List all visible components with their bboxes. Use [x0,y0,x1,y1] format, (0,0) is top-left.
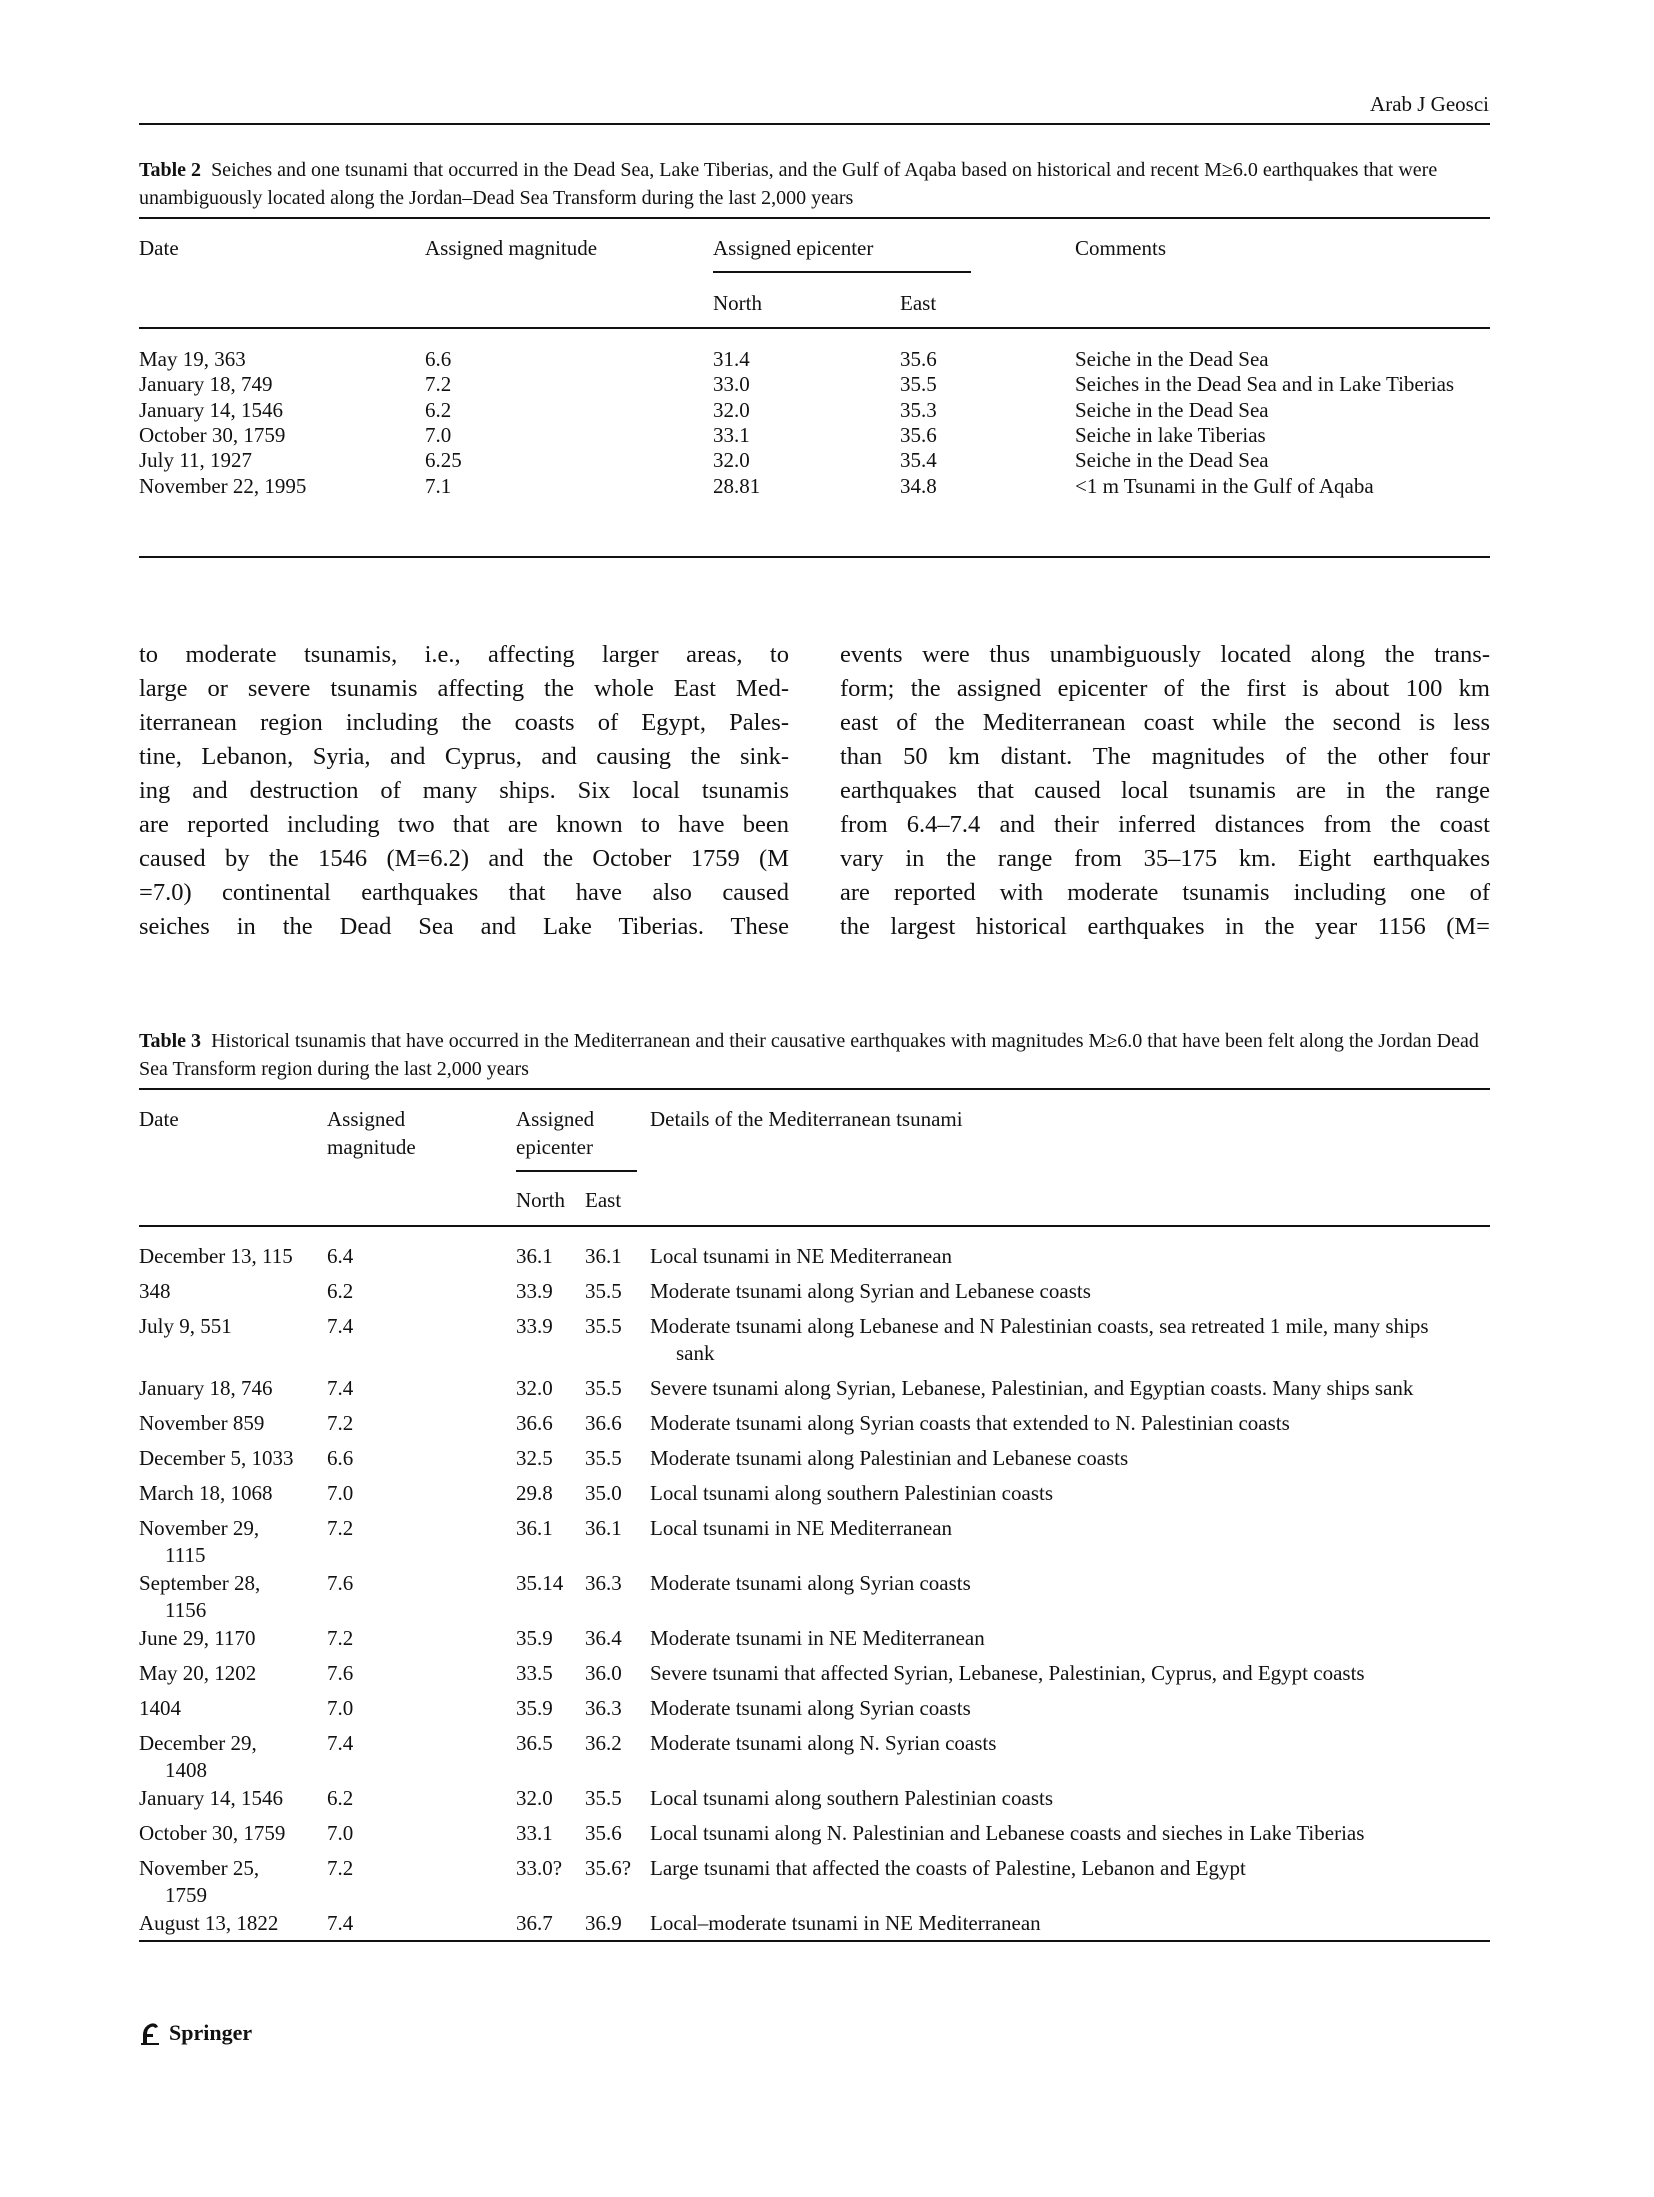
detail-cell: Local tsunami in NE Mediterranean [650,1244,953,1268]
date-cell-continued: 1759 [165,1883,207,1907]
date-cell: November 29, [139,1516,260,1540]
date-cell: May 20, 1202 [139,1661,257,1685]
east-cell: 36.3 [585,1696,622,1720]
date-cell: July 9, 551 [139,1314,232,1338]
north-cell: 36.1 [516,1244,553,1268]
detail-cell: Moderate tsunami along Syrian coasts [650,1696,971,1720]
body-text-line: iterranean region including the coasts of Egypt, Pales- [139,709,789,736]
date-cell: October 30, 1759 [139,423,286,447]
comment-cell: Seiche in the Dead Sea [1075,398,1269,422]
north-cell: 36.1 [516,1516,553,1540]
date-cell: December 29, [139,1731,257,1755]
east-cell: 35.4 [900,448,937,472]
table3-header-magnitude-2: magnitude [327,1135,416,1159]
north-cell: 35.9 [516,1626,553,1650]
magnitude-cell: 7.4 [327,1911,354,1935]
magnitude-cell: 6.6 [425,347,452,371]
table3-caption [139,1027,1490,1083]
body-text-line: east of the Mediterranean coast while the second is less [840,709,1490,736]
table2-header-north: North [713,291,762,315]
east-cell: 36.3 [585,1571,622,1595]
east-cell: 35.3 [900,398,937,422]
magnitude-cell: 7.2 [425,372,452,396]
table3-header-epicenter-1: Assigned [516,1107,595,1131]
table3-header-east: East [585,1188,622,1212]
body-text-line: the largest historical earthquakes in the year 1156 (M= [840,913,1490,940]
north-cell: 33.5 [516,1661,553,1685]
body-text-line: =7.0) continental earthquakes that have also caused [139,879,789,906]
east-cell: 35.0 [585,1481,622,1505]
detail-cell: Moderate tsunami in NE Mediterranean [650,1626,985,1650]
north-cell: 32.0 [516,1786,553,1810]
table2-caption [139,156,1490,212]
north-cell: 33.0 [713,372,750,396]
date-cell-continued: 1115 [165,1543,206,1567]
east-cell: 35.6 [585,1821,622,1845]
north-cell: 28.81 [713,474,761,498]
magnitude-cell: 7.6 [327,1661,354,1685]
date-cell: January 14, 1546 [139,398,284,422]
magnitude-cell: 7.0 [327,1821,354,1845]
table2-header-magnitude: Assigned magnitude [425,236,598,260]
east-cell: 35.5 [900,372,937,396]
date-cell: 348 [139,1279,171,1303]
body-text-line: than 50 km distant. The magnitudes of the other four [840,743,1490,770]
table2-top-rule [139,217,1490,219]
north-cell: 33.0? [516,1856,563,1880]
east-cell: 36.0 [585,1661,622,1685]
magnitude-cell: 7.0 [327,1696,354,1720]
date-cell: January 18, 746 [139,1376,273,1400]
body-text-line: earthquakes that caused local tsunamis are in the range [840,777,1490,804]
date-cell: May 19, 363 [139,347,246,371]
east-cell: 35.6? [585,1856,632,1880]
table3-top-rule [139,1088,1490,1090]
north-cell: 32.0 [516,1376,553,1400]
date-cell: June 29, 1170 [139,1626,256,1650]
east-cell: 35.5 [585,1279,622,1303]
body-text-line: events were thus unambiguously located along the trans- [840,641,1490,668]
comment-cell: Seiche in lake Tiberias [1075,423,1266,447]
magnitude-cell: 6.2 [425,398,452,422]
magnitude-cell: 6.2 [327,1786,354,1810]
table3-header-rule [139,1225,1490,1227]
magnitude-cell: 7.2 [327,1516,354,1540]
magnitude-cell: 7.2 [327,1411,354,1435]
table3-header-date: Date [139,1107,179,1131]
date-cell: November 25, [139,1856,260,1880]
springer-horse-icon [139,2021,161,2045]
table2-caption-text: Seiches and one tsunami that occurred in the Dead Sea, Lake Tiberias, and the Gulf of Aqaba based on historical and recent M≥6.0 earthquakes that were unambiguously located along the Jordan–Dead Sea Transform during the last 2,000 years [139,159,1438,209]
comment-cell: Seiche in the Dead Sea [1075,448,1269,472]
date-cell: March 18, 1068 [139,1481,273,1505]
east-cell: 35.6 [900,423,937,447]
publisher-name: Springer [169,2020,253,2045]
east-cell: 35.5 [585,1446,622,1470]
body-text-line: seiches in the Dead Sea and Lake Tiberias. These [139,913,789,940]
table3-header-epicenter-2: epicenter [516,1135,593,1159]
body-text-line: are reported including two that are known to have been [139,811,789,838]
magnitude-cell: 7.0 [425,423,452,447]
magnitude-cell: 6.6 [327,1446,354,1470]
east-cell: 36.2 [585,1731,622,1755]
detail-cell: Moderate tsunami along N. Syrian coasts [650,1731,997,1755]
date-cell: November 22, 1995 [139,474,307,498]
north-cell: 33.9 [516,1314,553,1338]
north-cell: 32.5 [516,1446,553,1470]
comment-cell: Seiches in the Dead Sea and in Lake Tiberias [1075,372,1455,396]
magnitude-cell: 7.6 [327,1571,354,1595]
detail-cell: Local tsunami along southern Palestinian coasts [650,1481,1053,1505]
east-cell: 36.9 [585,1911,622,1935]
magnitude-cell: 7.1 [425,474,452,498]
table2-header-epicenter: Assigned epicenter [713,236,874,260]
east-cell: 36.1 [585,1516,622,1540]
east-cell: 35.5 [585,1314,622,1338]
table2-header-date: Date [139,236,179,260]
body-text-line: ing and destruction of many ships. Six local tsunamis [139,777,789,804]
magnitude-cell: 7.4 [327,1376,354,1400]
body-text-line: caused by the 1546 (M=6.2) and the October 1759 (M [139,845,789,872]
table3-epicenter-rule [516,1170,637,1172]
north-cell: 33.9 [516,1279,553,1303]
journal-name: Arab J Geosci [1370,92,1489,116]
magnitude-cell: 7.2 [327,1626,354,1650]
table2-header-comments: Comments [1075,236,1167,260]
detail-cell: Moderate tsunami along Syrian and Lebanese coasts [650,1279,1091,1303]
north-cell: 31.4 [713,347,750,371]
east-cell: 35.5 [585,1786,622,1810]
date-cell: December 13, 115 [139,1244,293,1268]
table2-epicenter-rule [713,271,971,273]
north-cell: 29.8 [516,1481,553,1505]
north-cell: 33.1 [713,423,750,447]
body-text-line: from 6.4–7.4 and their inferred distances from the coast [840,811,1490,838]
north-cell: 35.14 [516,1571,564,1595]
body-left-column [139,638,789,944]
north-cell: 32.0 [713,398,750,422]
detail-cell: Moderate tsunami along Syrian coasts [650,1571,971,1595]
magnitude-cell: 7.4 [327,1314,354,1338]
body-text-line: large or severe tsunamis affecting the whole East Med- [139,675,789,702]
date-cell: July 11, 1927 [139,448,252,472]
date-cell: September 28, [139,1571,261,1595]
north-cell: 36.5 [516,1731,553,1755]
date-cell: January 14, 1546 [139,1786,284,1810]
date-cell: December 5, 1033 [139,1446,294,1470]
north-cell: 36.7 [516,1911,553,1935]
date-cell-continued: 1408 [165,1758,207,1782]
north-cell: 32.0 [713,448,750,472]
springer-logo [139,2020,252,2046]
detail-cell: Severe tsunami that affected Syrian, Lebanese, Palestinian, Cyprus, and Egypt coasts [650,1661,1365,1685]
body-text-line: tine, Lebanon, Syria, and Cyprus, and causing the sink- [139,743,789,770]
east-cell: 35.5 [585,1376,622,1400]
detail-cell: Severe tsunami along Syrian, Lebanese, Palestinian, and Egyptian coasts. Many ships sank [650,1376,1414,1400]
table3-header-north: North [516,1188,565,1212]
header-rule [139,123,1490,125]
comment-cell: <1 m Tsunami in the Gulf of Aqaba [1075,474,1374,498]
date-cell: January 18, 749 [139,372,273,396]
table3-label: Table 3 [139,1030,202,1052]
east-cell: 34.8 [900,474,937,498]
detail-cell-continued: sank [676,1341,715,1365]
body-text-line: vary in the range from 35–175 km. Eight earthquakes [840,845,1490,872]
table2-header-east: East [900,291,937,315]
detail-cell: Moderate tsunami along Syrian coasts that extended to N. Palestinian coasts [650,1411,1290,1435]
body-text-line: form; the assigned epicenter of the first is about 100 km [840,675,1490,702]
detail-cell: Local tsunami along N. Palestinian and Lebanese coasts and sieches in Lake Tiberias [650,1821,1365,1845]
table2-bottom-rule [139,556,1490,558]
date-cell: November 859 [139,1411,265,1435]
magnitude-cell: 7.0 [327,1481,354,1505]
table2-header-rule [139,327,1490,329]
north-cell: 35.9 [516,1696,553,1720]
date-cell: October 30, 1759 [139,1821,286,1845]
table2-label: Table 2 [139,159,202,181]
detail-cell: Local tsunami along southern Palestinian coasts [650,1786,1053,1810]
detail-cell: Local tsunami in NE Mediterranean [650,1516,953,1540]
east-cell: 36.4 [585,1626,622,1650]
table3-caption-text: Historical tsunamis that have occurred in the Mediterranean and their causative earthquakes with magnitudes M≥6.0 that have been felt along the Jordan Dead Sea Transform region during the last 2,000 years [139,1030,1479,1080]
detail-cell: Moderate tsunami along Lebanese and N Palestinian coasts, sea retreated 1 mile, many ships [650,1314,1429,1338]
detail-cell: Local–moderate tsunami in NE Mediterranean [650,1911,1041,1935]
detail-cell: Moderate tsunami along Palestinian and Lebanese coasts [650,1446,1129,1470]
magnitude-cell: 6.2 [327,1279,354,1303]
comment-cell: Seiche in the Dead Sea [1075,347,1269,371]
body-text-line: are reported with moderate tsunamis including one of [840,879,1490,906]
table3-header-magnitude-1: Assigned [327,1107,406,1131]
body-text-line: to moderate tsunamis, i.e., affecting larger areas, to [139,641,789,668]
date-cell-continued: 1156 [165,1598,207,1622]
east-cell: 36.6 [585,1411,622,1435]
table3-bottom-rule [139,1940,1490,1942]
date-cell: 1404 [139,1696,181,1720]
east-cell: 35.6 [900,347,937,371]
north-cell: 36.6 [516,1411,553,1435]
detail-cell: Large tsunami that affected the coasts of Palestine, Lebanon and Egypt [650,1856,1246,1880]
north-cell: 33.1 [516,1821,553,1845]
magnitude-cell: 6.4 [327,1244,354,1268]
body-right-column [840,638,1490,944]
date-cell: August 13, 1822 [139,1911,279,1935]
magnitude-cell: 7.4 [327,1731,354,1755]
magnitude-cell: 7.2 [327,1856,354,1880]
magnitude-cell: 6.25 [425,448,462,472]
east-cell: 36.1 [585,1244,622,1268]
table3-header-details: Details of the Mediterranean tsunami [650,1107,963,1131]
